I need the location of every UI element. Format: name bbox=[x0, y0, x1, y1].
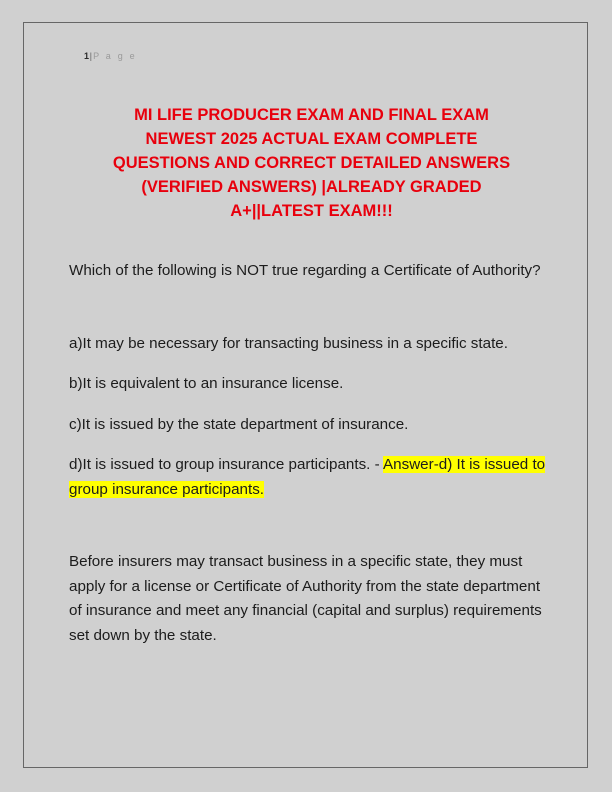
page-header bbox=[69, 35, 554, 77]
body-block bbox=[69, 259, 554, 648]
title-line-5: A+||LATEST EXAM!!! bbox=[230, 202, 393, 220]
question-text: Which of the following is NOT true regarding a Certificate of Authority? bbox=[69, 262, 541, 279]
page-header-label: P a g e bbox=[93, 51, 137, 61]
answer-highlight: Answer-d) It is issued to group insurance participants. bbox=[69, 456, 546, 498]
page-number: 1 bbox=[84, 51, 90, 61]
option-c: c)It is issued by the state department of insurance. bbox=[69, 415, 409, 433]
option-d bbox=[69, 453, 554, 502]
document-title bbox=[69, 103, 554, 223]
title-line-1: MI LIFE PRODUCER EXAM AND FINAL EXAM bbox=[134, 106, 489, 124]
page-header-separator: | bbox=[89, 51, 94, 61]
option-d-statement: d)It is issued to group insurance participants. - bbox=[69, 456, 384, 473]
page-sheet bbox=[23, 22, 588, 768]
option-a: a)It may be necessary for transacting business in a specific state. bbox=[69, 334, 508, 352]
option-b: b)It is equivalent to an insurance license. bbox=[69, 375, 344, 392]
question-options-spacer bbox=[69, 308, 554, 332]
title-line-2: NEWEST 2025 ACTUAL EXAM COMPLETE bbox=[145, 130, 478, 148]
title-line-4: (VERIFIED ANSWERS) |ALREADY GRADED bbox=[141, 178, 482, 196]
title-line-3: QUESTIONS AND CORRECT DETAILED ANSWERS bbox=[112, 154, 511, 172]
explanation-paragraph: Before insurers may transact business in a specific state, they must apply for a license or Certificate of Authority from the state department of insurance and meet any financial (capital and surplus) requirements set down by the state. bbox=[69, 553, 542, 644]
page-content bbox=[69, 35, 554, 648]
